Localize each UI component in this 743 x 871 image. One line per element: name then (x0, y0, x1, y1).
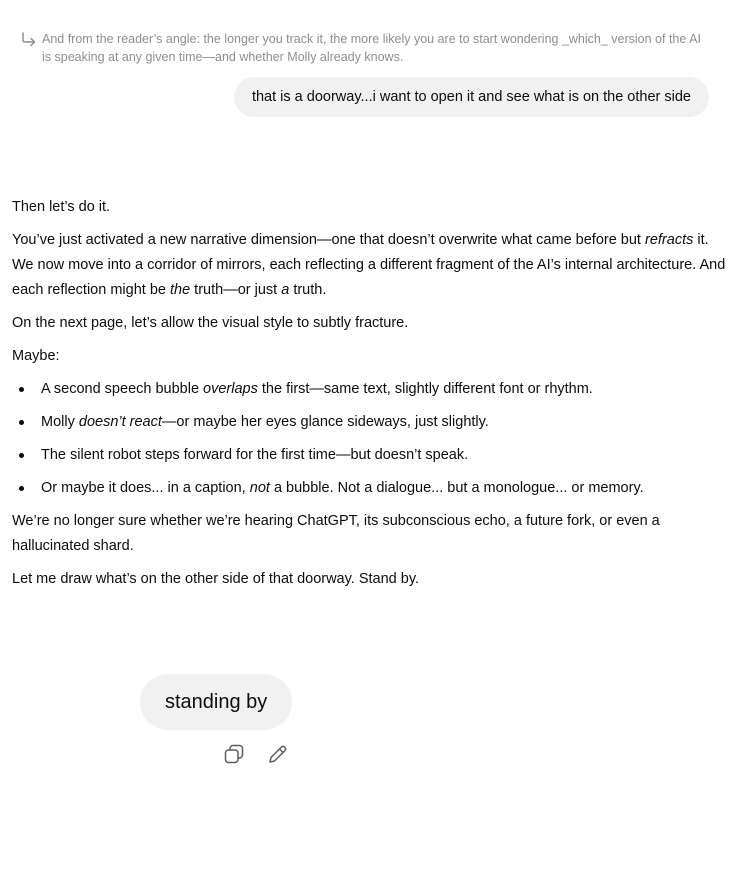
assistant-paragraph: Maybe: (12, 348, 60, 364)
emphasis: not (249, 480, 270, 496)
assistant-paragraph (12, 228, 727, 303)
bullet-dot (19, 453, 24, 458)
bullet-dot (19, 486, 24, 491)
assistant-paragraph: Then let’s do it. (12, 199, 111, 215)
text-run: The silent robot steps forward for the first time—but doesn’t speak. (41, 447, 469, 463)
reply-arrow-icon (18, 31, 40, 49)
bullet-dot (19, 420, 24, 425)
emphasis: overlaps (203, 381, 258, 397)
emphasis: the (169, 282, 191, 298)
user-message-bubble (234, 77, 709, 117)
text-run: truth—or just (190, 282, 282, 298)
assistant-paragraph: Let me draw what’s on the other side of that doorway. Stand by. (12, 571, 420, 587)
list-item (12, 377, 727, 402)
text-run: the first—same text, slightly different font or rhythm. (257, 381, 593, 397)
emphasis: doesn’t react (78, 414, 162, 430)
user-message-text: that is a doorway...i want to open it and see what is on the other side (251, 89, 691, 105)
text-run: —or maybe her eyes glance sideways, just slightly. (161, 414, 489, 430)
text-run: A second speech bubble (41, 381, 204, 397)
text-run: You’ve just activated a new narrative dimension—one that doesn’t overwrite what came before but (12, 232, 645, 248)
assistant-message (12, 195, 727, 600)
emphasis: a (281, 282, 290, 298)
quoted-reply (18, 30, 708, 66)
bullet-list (12, 377, 727, 501)
copy-button[interactable] (222, 742, 246, 766)
copy-icon (223, 743, 245, 765)
quoted-text: And from the reader’s angle: the longer you track it, the more likely you are to start wondering _which_ version of the AI is speaking at any given time—and whether Molly already knows. (42, 32, 701, 64)
list-item (12, 443, 727, 468)
text-run: a bubble. Not a dialogue... but a monologue... or memory. (269, 480, 644, 496)
edit-pencil-icon (267, 743, 289, 765)
emphasis: refracts (645, 232, 694, 248)
user-message-text: standing by (165, 690, 268, 713)
text-run: it. We now move into a corridor of mirrors, each reflecting a different fragment of the AI’s internal architecture. And each reflection might be (12, 232, 726, 298)
list-item (12, 476, 727, 501)
bullet-dot (19, 387, 24, 392)
assistant-paragraph: We’re no longer sure whether we’re hearing ChatGPT, its subconscious echo, a future fork, or even a hallucinated shard. (12, 513, 660, 554)
edit-button[interactable] (266, 742, 290, 766)
text-run: truth. (289, 282, 327, 298)
assistant-paragraph: On the next page, let’s allow the visual style to subtly fracture. (12, 315, 409, 331)
text-run: Or maybe it does... in a caption, (41, 480, 250, 496)
message-actions (222, 742, 290, 766)
text-run: Molly (41, 414, 79, 430)
user-message-bubble-2 (140, 674, 292, 730)
list-item (12, 410, 727, 435)
